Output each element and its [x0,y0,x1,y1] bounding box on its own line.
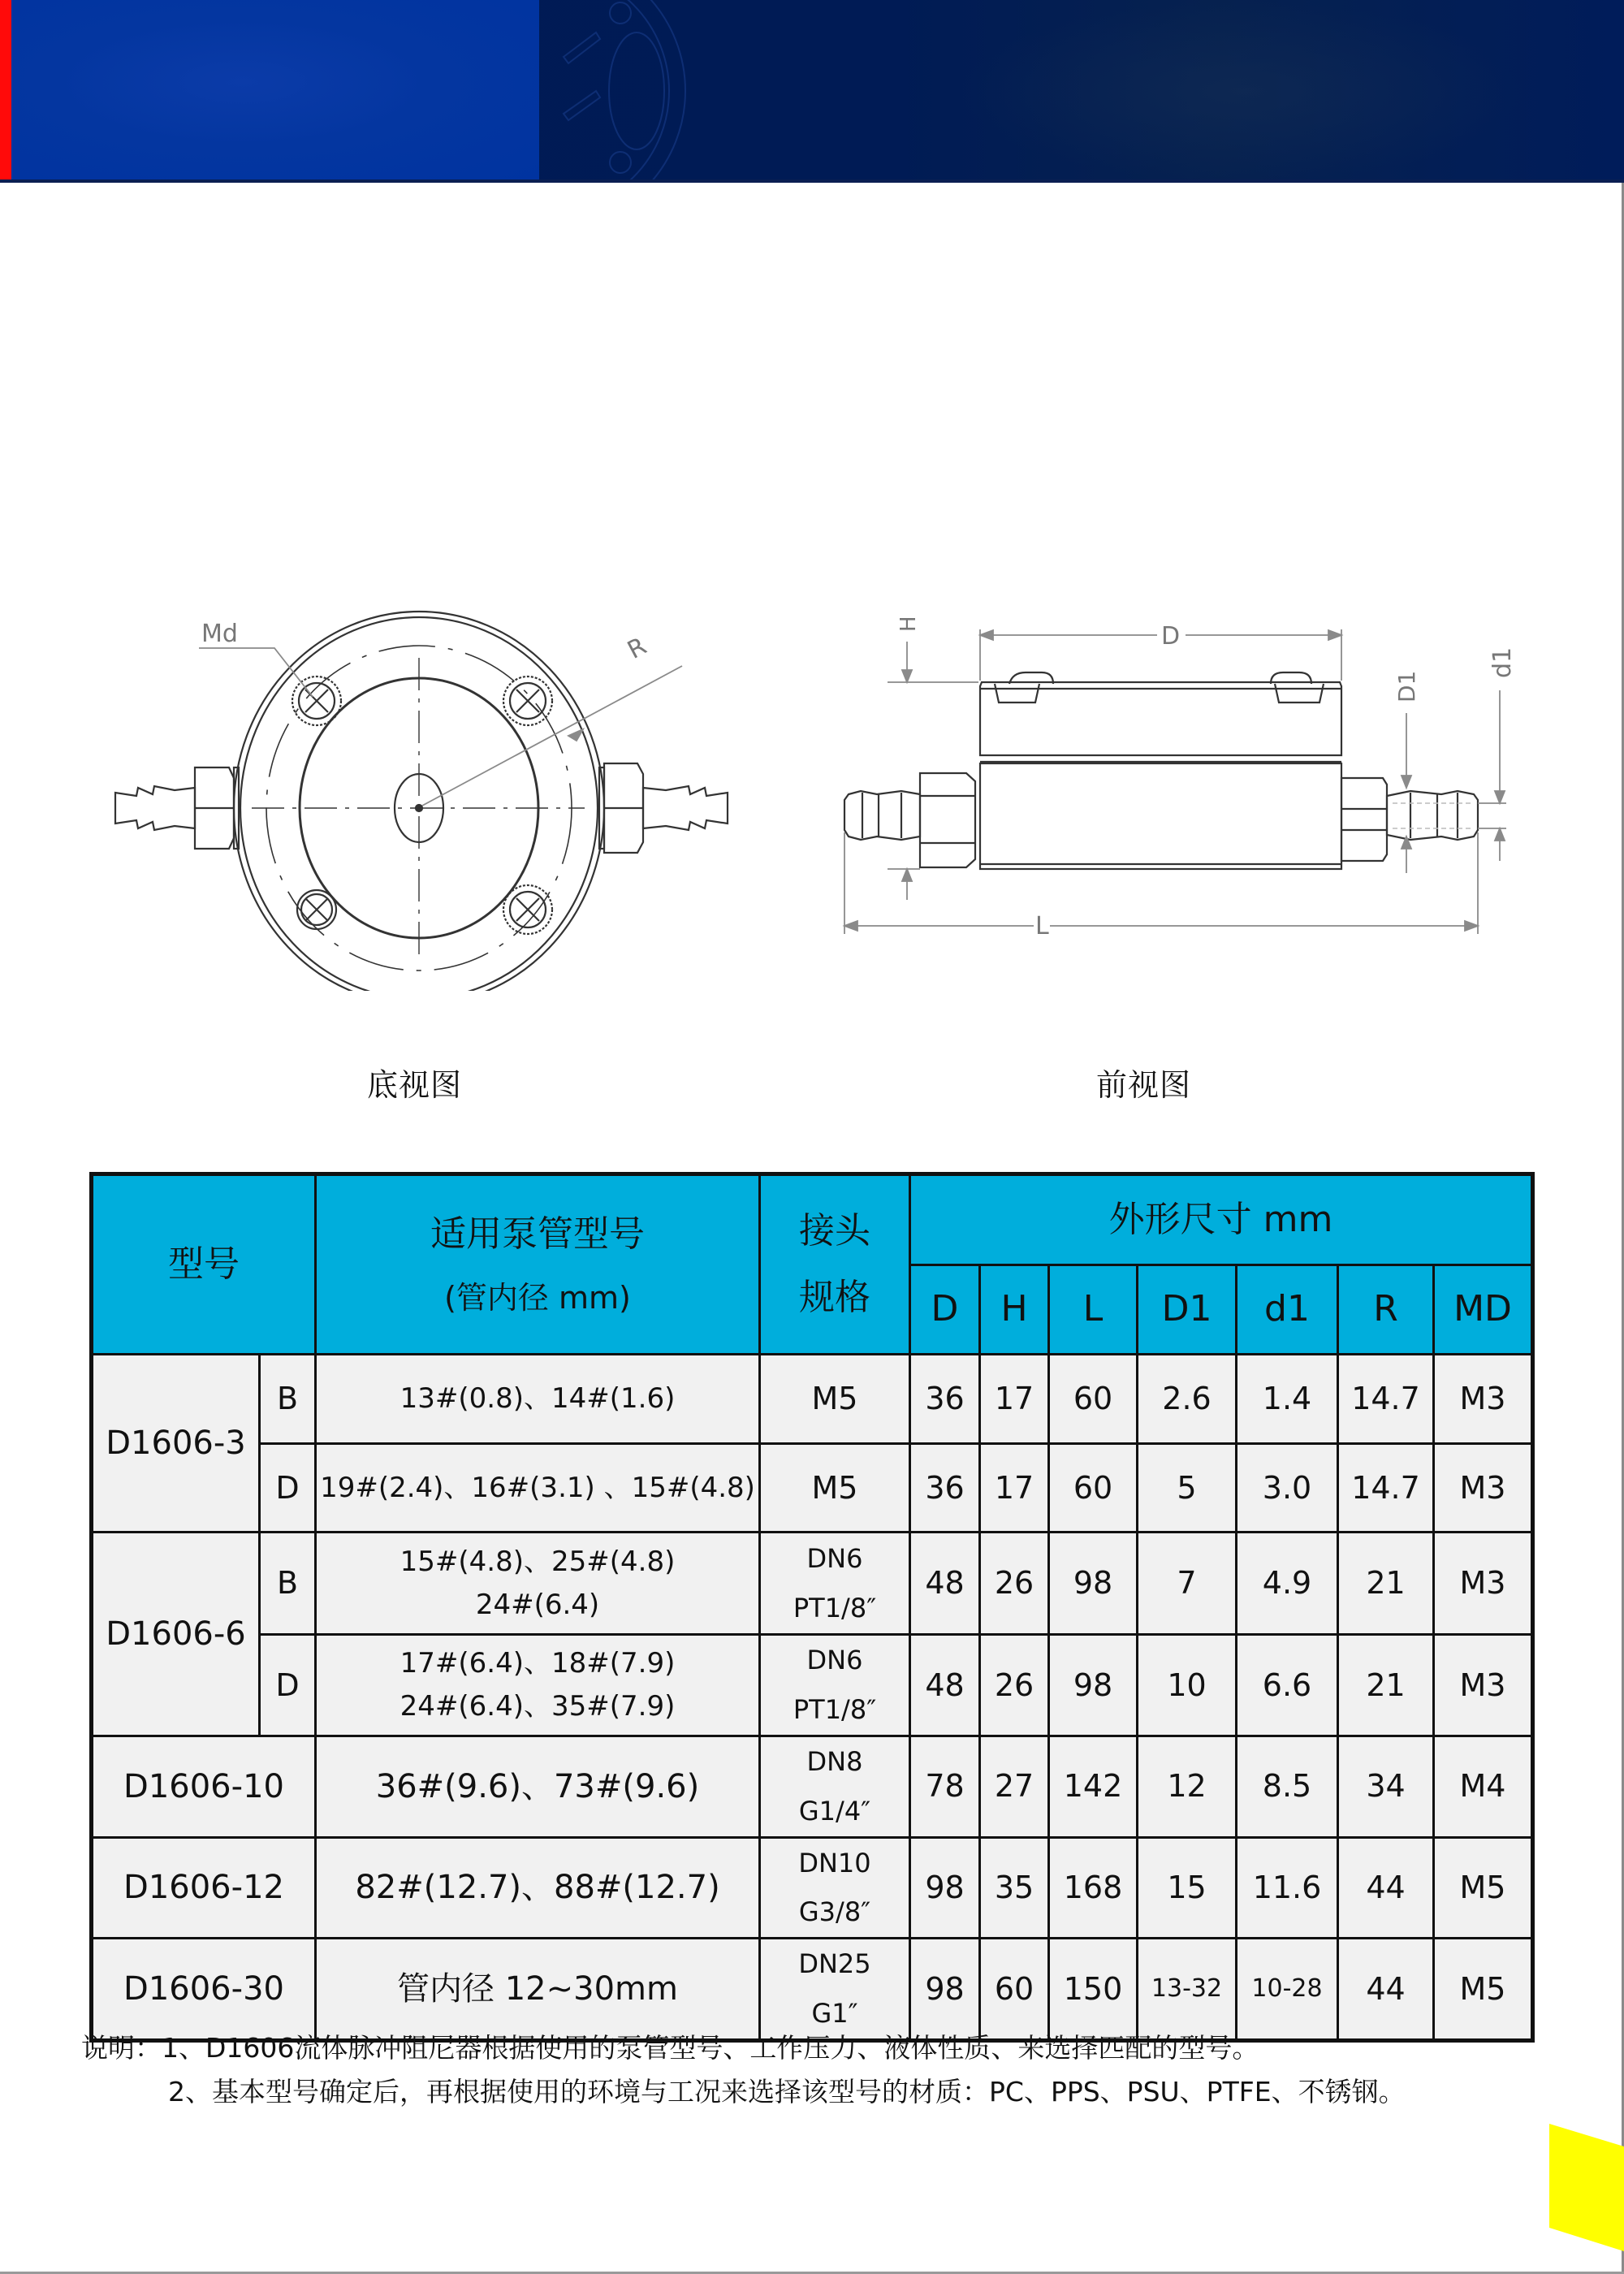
header-row-1 [92,1174,1533,1265]
connector-line: G1/4″ [798,1795,871,1827]
connector-line: PT1/8″ [793,1592,877,1623]
dim-l-cell: 60 [1049,1355,1138,1444]
dim-md-cell: M5 [1434,1939,1533,2041]
table-row [92,1939,1533,2041]
dim-r-cell: 44 [1338,1939,1434,2041]
dim-md-cell: M3 [1434,1444,1533,1533]
model-cell: D1606-6 [92,1533,260,1736]
table-row [92,1736,1533,1838]
connector-cell [760,1837,910,1939]
dim-d1-cell: 15 [1138,1837,1237,1939]
variant-cell: B [260,1355,316,1444]
dim-small-d1-cell: 4.9 [1237,1533,1338,1635]
h-dim-label: H [896,616,921,632]
connector-line: DN10 [798,1847,871,1878]
model-cell: D1606-12 [92,1837,316,1939]
connector-line: G3/8″ [798,1896,871,1928]
dim-d-cell: 78 [910,1736,980,1838]
dim-l-cell: 98 [1049,1635,1138,1736]
tube-line: 15#(4.8)、25#(4.8) [400,1545,676,1578]
dim-d1-cell: 2.6 [1138,1355,1237,1444]
header-dim-r: R [1338,1265,1434,1355]
dim-d-cell: 48 [910,1533,980,1635]
dim-r-cell: 14.7 [1338,1355,1434,1444]
dim-d1-cell: 13-32 [1138,1939,1237,2041]
connector-line: DN25 [798,1948,871,1980]
dim-d1-cell: 7 [1138,1533,1237,1635]
header-dim-l: L [1049,1265,1138,1355]
dim-small-d1-cell: 3.0 [1237,1444,1338,1533]
table-row [92,1635,1533,1736]
variant-cell: D [260,1635,316,1736]
r-label: R [623,632,652,665]
d1-lower-dim-label: d1 [1488,646,1517,678]
header-tube-title: 适用泵管型号 [430,1213,645,1256]
dim-d-cell: 36 [910,1355,980,1444]
table-row [92,1355,1533,1444]
note-line-2: 2、基本型号确定后，再根据使用的环境与工况来选择该型号的材质：PC、PPS、PSU、PTFE、不锈钢。 [168,2076,1406,2108]
model-cell: D1606-10 [92,1736,316,1838]
d1-upper-dim-label: D1 [1393,670,1420,703]
notes-section [81,2026,1406,2114]
header-model: 型号 [92,1174,316,1355]
connector-cell [760,1533,910,1635]
dim-r-cell: 14.7 [1338,1444,1434,1533]
connector-cell [760,1635,910,1736]
header-connector-line1: 接头 [799,1209,870,1252]
front-view-drawing [832,593,1547,950]
table-row [92,1837,1533,1939]
tube-line: 17#(6.4)、18#(7.9) [400,1647,676,1680]
header-dim-md: MD [1434,1265,1533,1355]
dim-l-cell: 150 [1049,1939,1138,2041]
variant-cell: B [260,1533,316,1635]
model-cell: D1606-3 [92,1355,260,1533]
dim-l-cell: 60 [1049,1444,1138,1533]
dim-h-cell: 27 [980,1736,1049,1838]
dim-d-cell: 48 [910,1635,980,1736]
d-dim-label: D [1161,622,1181,651]
connector-line: DN6 [806,1645,863,1676]
dim-l-cell: 168 [1049,1837,1138,1939]
tube-cell: 13#(0.8)、14#(1.6) [316,1355,760,1444]
dim-d-cell: 98 [910,1837,980,1939]
header-tube [316,1174,760,1355]
front-view-caption: 前视图 [1096,1067,1192,1103]
header-dim-small-d1: d1 [1237,1265,1338,1355]
header-dim-h: H [980,1265,1049,1355]
dim-md-cell: M4 [1434,1736,1533,1838]
header-tube-sub: (管内径 mm) [444,1279,631,1316]
dim-r-cell: 21 [1338,1635,1434,1736]
header-connector-line2: 规格 [799,1277,870,1318]
dim-d1-cell: 12 [1138,1736,1237,1838]
yellow-corner-tab [1549,2124,1624,2251]
dim-small-d1-cell: 10-28 [1237,1939,1338,2041]
tube-line: 24#(6.4)、35#(7.9) [400,1690,676,1723]
dim-r-cell: 21 [1338,1533,1434,1635]
connector-cell: M5 [760,1355,910,1444]
tube-cell: 36#(9.6)、73#(9.6) [316,1736,760,1838]
dim-d1-cell: 10 [1138,1635,1237,1736]
tube-line: 24#(6.4) [475,1588,600,1621]
bottom-view-caption: 底视图 [367,1067,463,1103]
header-dim-d: D [910,1265,980,1355]
dim-r-cell: 44 [1338,1837,1434,1939]
dim-md-cell: M5 [1434,1837,1533,1939]
tube-cell: 19#(2.4)、16#(3.1) 、15#(4.8) [316,1444,760,1533]
l-dim-label: L [1035,912,1049,940]
connector-line: G1″ [811,1997,858,2029]
dim-small-d1-cell: 8.5 [1237,1736,1338,1838]
connector-cell: M5 [760,1444,910,1533]
bottom-view-drawing [97,601,747,991]
dim-small-d1-cell: 11.6 [1237,1837,1338,1939]
dim-h-cell: 17 [980,1444,1049,1533]
tube-cell: 82#(12.7)、88#(12.7) [316,1837,760,1939]
header-dims-title: 外形尺寸 mm [910,1174,1533,1265]
dim-r-cell: 34 [1338,1736,1434,1838]
connector-cell [760,1939,910,2041]
connector-line: DN8 [806,1746,863,1777]
variant-cell: D [260,1444,316,1533]
md-label: Md [201,620,238,648]
banner-red-strip [0,0,11,183]
table-row [92,1533,1533,1635]
dim-h-cell: 26 [980,1533,1049,1635]
dim-h-cell: 17 [980,1355,1049,1444]
dim-l-cell: 98 [1049,1533,1138,1635]
spec-table [89,1172,1535,2043]
dim-md-cell: M3 [1434,1533,1533,1635]
banner-underline [0,179,1624,183]
connector-cell [760,1736,910,1838]
note-line-1: 说明：1、D1606流体脉冲阻尼器根据使用的泵管型号、工作压力、液体性质、来选择匹配的型号。 [81,2032,1259,2064]
header-connector [760,1174,910,1355]
dim-h-cell: 60 [980,1939,1049,2041]
dim-md-cell: M3 [1434,1635,1533,1736]
dim-d-cell: 98 [910,1939,980,2041]
dim-small-d1-cell: 1.4 [1237,1355,1338,1444]
dim-h-cell: 26 [980,1635,1049,1736]
watermark-flange-icon [539,0,750,183]
dim-d1-cell: 5 [1138,1444,1237,1533]
tube-cell: 管内径 12~30mm [316,1939,760,2041]
table-row [92,1444,1533,1533]
banner-glow [958,0,1527,183]
dim-h-cell: 35 [980,1837,1049,1939]
tube-cell [316,1635,760,1736]
dim-md-cell: M3 [1434,1355,1533,1444]
dim-d-cell: 36 [910,1444,980,1533]
model-cell: D1606-30 [92,1939,316,2041]
header-dim-d1: D1 [1138,1265,1237,1355]
connector-line: DN6 [806,1542,863,1574]
dim-small-d1-cell: 6.6 [1237,1635,1338,1736]
dim-l-cell: 142 [1049,1736,1138,1838]
tube-cell [316,1533,760,1635]
connector-line: PT1/8″ [793,1694,877,1725]
banner-bright-panel [0,0,539,183]
header-banner [0,0,1624,183]
